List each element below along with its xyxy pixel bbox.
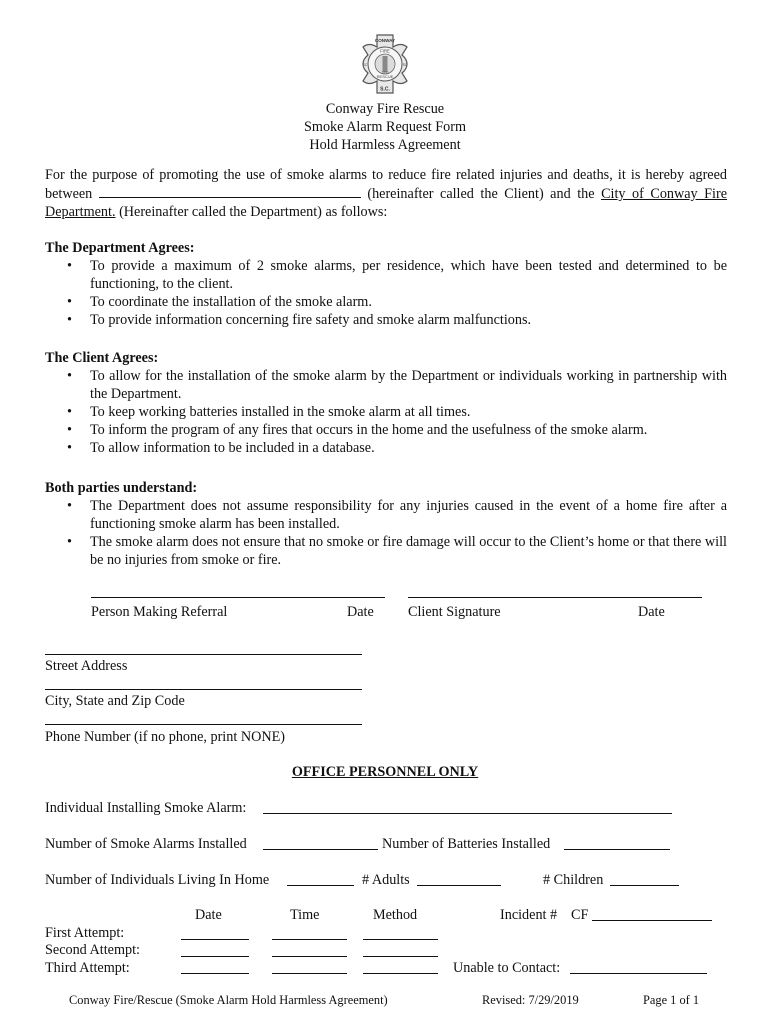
referral-label: Person Making Referral (91, 604, 228, 620)
list-item: • To provide information concerning fire safety and smoke alarm malfunctions. (45, 311, 727, 329)
unable-to-contact-label: Unable to Contact: (453, 960, 561, 976)
adults-label: # Adults (362, 872, 410, 888)
col-method-header: Method (373, 907, 418, 923)
intro-text-3: (Hereinafter called the Department) as follows: (119, 204, 388, 220)
alarms-installed-label: Number of Smoke Alarms Installed (45, 836, 247, 852)
first-attempt-date-field[interactable] (181, 939, 249, 940)
second-attempt-label: Second Attempt: (45, 942, 140, 958)
third-attempt-method-field[interactable] (363, 973, 438, 974)
installer-field[interactable] (263, 813, 672, 814)
col-time-header: Time (290, 907, 320, 923)
children-field[interactable] (610, 885, 679, 886)
batteries-installed-label: Number of Batteries Installed (382, 836, 551, 852)
first-attempt-method-field[interactable] (363, 939, 438, 940)
client-agrees-list (45, 367, 727, 457)
list-item: • To inform the program of any fires that occurs in the home and the usefulness of the smoke alarm. (45, 421, 727, 439)
city-state-zip-label: City, State and Zip Code (45, 693, 185, 709)
third-attempt-label: Third Attempt: (45, 960, 130, 976)
intro-text-2: (hereinafter called the Client) and the (367, 186, 595, 202)
list-item: • To coordinate the installation of the smoke alarm. (45, 293, 727, 311)
office-heading: OFFICE PERSONNEL ONLY (291, 764, 479, 780)
incident-field[interactable] (592, 920, 712, 921)
first-attempt-label: First Attempt: (45, 925, 125, 941)
alarms-installed-field[interactable] (263, 849, 378, 850)
children-label: # Children (543, 872, 604, 888)
department-agrees-heading: The Department Agrees: (45, 240, 195, 256)
list-item: • To provide a maximum of 2 smoke alarms, per residence, which have been tested and determined to be functioning, to the client. (45, 257, 727, 293)
fire-department-cross-emblem-icon (355, 33, 415, 95)
street-address-label: Street Address (45, 658, 128, 674)
second-attempt-method-field[interactable] (363, 956, 438, 957)
batteries-installed-field[interactable] (564, 849, 670, 850)
list-item: • The Department does not assume responsibility for any injuries caused in the event of a home fire after a functioning smoke alarm has been installed. (45, 497, 727, 533)
title-line-3: Hold Harmless Agreement (309, 137, 461, 153)
client-name-blank[interactable] (99, 184, 361, 198)
adults-field[interactable] (417, 885, 501, 886)
both-parties-heading: Both parties understand: (45, 480, 198, 496)
title-line-2: Smoke Alarm Request Form (304, 119, 466, 135)
phone-number-line[interactable] (45, 724, 362, 725)
logo-right-text: SC (402, 63, 408, 67)
logo-mid-text: FIRE (380, 48, 390, 54)
list-item: • The smoke alarm does not ensure that no smoke or fire damage will occur to the Client’s home or that there will be no injuries from smoke or fire. (45, 533, 727, 569)
referral-signature-line[interactable] (91, 597, 385, 598)
both-parties-list (45, 497, 727, 569)
incident-label: Incident # (500, 907, 558, 923)
third-attempt-date-field[interactable] (181, 973, 249, 974)
logo-top-text: CONWAY (374, 38, 396, 43)
logo-year-text: 1890 (381, 71, 389, 75)
department-agrees-list (45, 257, 727, 329)
client-agrees-heading: The Client Agrees: (45, 350, 159, 366)
individuals-label: Number of Individuals Living In Home (45, 872, 270, 888)
footer-page-number: Page 1 of 1 (643, 993, 700, 1007)
title-line-1: Conway Fire Rescue (325, 101, 445, 117)
first-attempt-time-field[interactable] (272, 939, 347, 940)
referral-date-label: Date (347, 604, 374, 620)
incident-prefix: CF (571, 907, 589, 923)
list-item: • To keep working batteries installed in the smoke alarm at all times. (45, 403, 727, 421)
unable-to-contact-field[interactable] (570, 973, 707, 974)
list-item: • To allow for the installation of the smoke alarm by the Department or individuals working in partnership with the Department. (45, 367, 727, 403)
client-date-label: Date (638, 604, 665, 620)
client-signature-line[interactable] (408, 597, 702, 598)
third-attempt-time-field[interactable] (272, 973, 347, 974)
logo-left-text: SC (362, 63, 368, 67)
individuals-field[interactable] (287, 885, 354, 886)
phone-number-label: Phone Number (if no phone, print NONE) (45, 729, 285, 745)
logo-low-text: RESCUE (376, 74, 394, 79)
list-item: • To allow information to be included in a database. (45, 439, 727, 457)
intro-text-1: For the purpose of promoting the use of smoke alarms to reduce fire related injuries and deaths, it is hereby agreed between (45, 167, 727, 202)
city-state-zip-line[interactable] (45, 689, 362, 690)
department-name: City of Conway Fire Department. (45, 186, 728, 220)
logo-bottom-text: S.C. (380, 86, 390, 93)
installer-label: Individual Installing Smoke Alarm: (45, 800, 247, 816)
footer-document-name: Conway Fire/Rescue (Smoke Alarm Hold Harmless Agreement) (69, 993, 388, 1007)
intro-paragraph (45, 166, 727, 221)
street-address-line[interactable] (45, 654, 362, 655)
footer-revised-date: Revised: 7/29/2019 (482, 993, 579, 1007)
client-signature-label: Client Signature (408, 604, 501, 620)
col-date-header: Date (195, 907, 222, 923)
second-attempt-time-field[interactable] (272, 956, 347, 957)
second-attempt-date-field[interactable] (181, 956, 249, 957)
